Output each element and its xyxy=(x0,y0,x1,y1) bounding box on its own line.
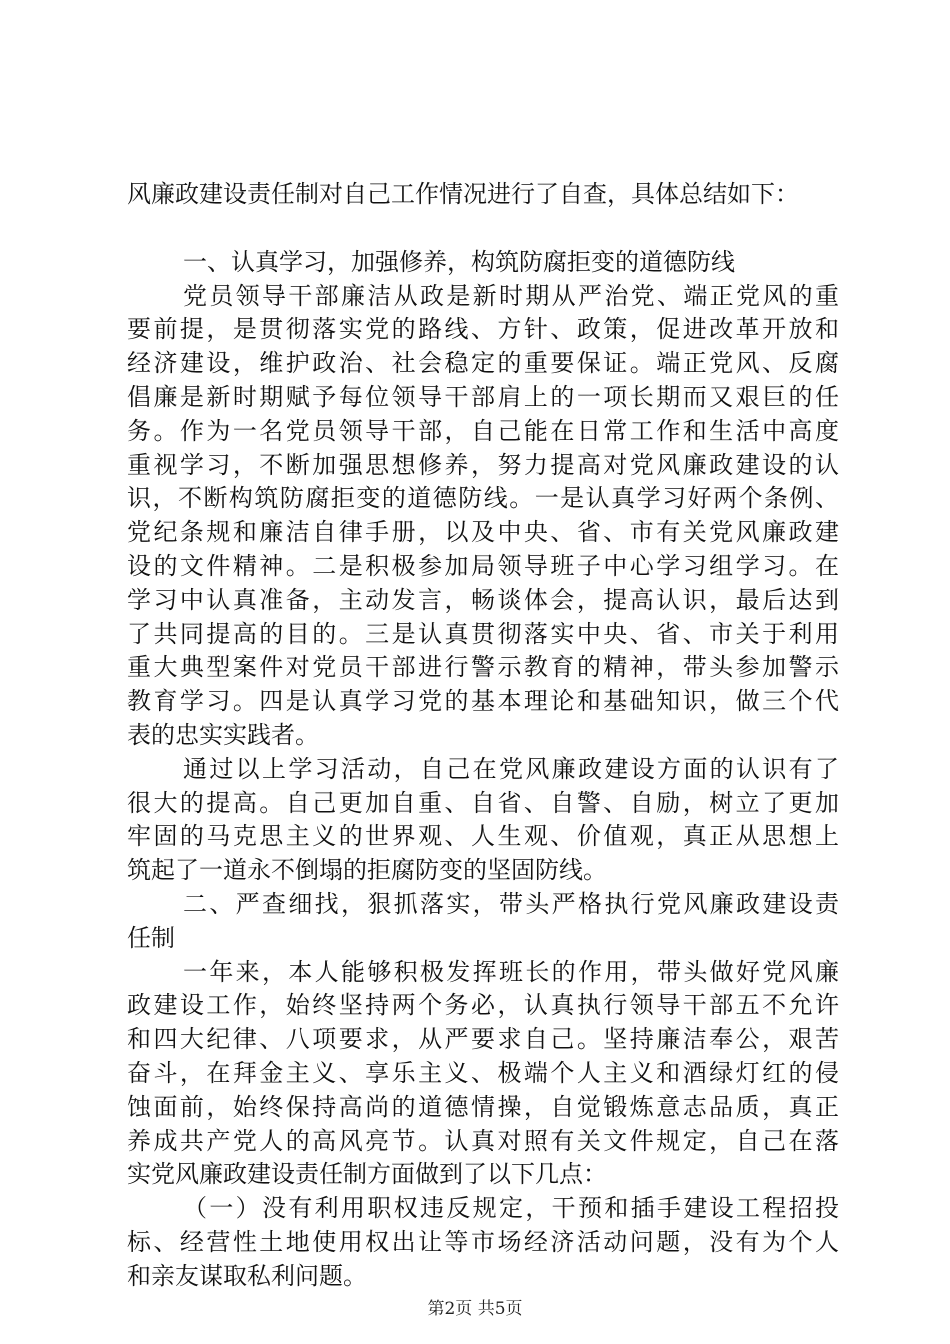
text-line: 和四大纪律、八项要求，从严要求自己。坚持廉洁奉公，艰苦 xyxy=(127,1025,839,1054)
text-line: 风廉政建设责任制对自己工作情况进行了自查，具体总结如下： xyxy=(127,180,799,208)
text-line: 二、严查细找，狠抓落实，带头严格执行党风廉政建设责 xyxy=(183,889,839,918)
text-line: 筑起了一道永不倒塌的拒腐防变的坚固防线。 xyxy=(127,856,607,885)
text-line: 教育学习。四是认真学习党的基本理论和基础知识，做三个代 xyxy=(127,687,839,716)
text-line: 政建设工作，始终坚持两个务必，认真执行领导干部五不允许 xyxy=(127,991,839,1020)
text-line: 了共同提高的目的。三是认真贯彻落实中央、省、市关于利用 xyxy=(127,619,839,648)
text-line: 蚀面前，始终保持高尚的道德情操，自觉锻炼意志品质，真正 xyxy=(127,1092,839,1121)
text-line: 识，不断构筑防腐拒变的道德防线。一是认真学习好两个条例、 xyxy=(127,484,839,513)
text-line: 设的文件精神。二是积极参加局领导班子中心学习组学习。在 xyxy=(127,551,839,580)
text-line: 实党风廉政建设责任制方面做到了以下几点： xyxy=(127,1160,607,1189)
text-line: 党员领导干部廉洁从政是新时期从严治党、端正党风的重 xyxy=(183,281,839,310)
text-line: 表的忠实实践者。 xyxy=(127,720,319,749)
text-line: 标、经营性土地使用权出让等市场经济活动问题，没有为个人 xyxy=(127,1227,839,1256)
text-line: 党纪条规和廉洁自律手册，以及中央、省、市有关党风廉政建 xyxy=(127,518,839,547)
text-line: 要前提，是贯彻落实党的路线、方针、政策，促进改革开放和 xyxy=(127,315,839,344)
page-footer: 第2页 共5页 xyxy=(427,1299,523,1319)
document-body xyxy=(127,178,839,1294)
text-line: 重大典型案件对党员干部进行警示教育的精神，带头参加警示 xyxy=(127,653,839,682)
text-line: 一、认真学习，加强修养，构筑防腐拒变的道德防线 xyxy=(183,247,735,276)
text-line: 经济建设，维护政治、社会稳定的重要保证。端正党风、反腐 xyxy=(127,349,839,378)
text-line: 奋斗，在拜金主义、享乐主义、极端个人主义和酒绿灯红的侵 xyxy=(127,1058,839,1087)
paragraph-gap xyxy=(127,212,839,246)
text-line: 任制 xyxy=(127,923,175,952)
text-line: 倡廉是新时期赋予每位领导干部肩上的一项长期而又艰巨的任 xyxy=(127,382,839,411)
text-line: 务。作为一名党员领导干部，自己能在日常工作和生活中高度 xyxy=(127,416,839,445)
text-line: 和亲友谋取私利问题。 xyxy=(127,1261,367,1290)
text-line: 学习中认真准备，主动发言，畅谈体会，提高认识，最后达到 xyxy=(127,585,839,614)
text-line: 很大的提高。自己更加自重、自省、自警、自励，树立了更加 xyxy=(127,788,839,817)
text-line: 重视学习，不断加强思想修养，努力提高对党风廉政建设的认 xyxy=(127,450,839,479)
text-line: 通过以上学习活动，自己在党风廉政建设方面的认识有了 xyxy=(183,754,839,783)
text-line: 一年来，本人能够积极发挥班长的作用，带头做好党风廉 xyxy=(183,957,839,986)
text-line: 养成共产党人的高风亮节。认真对照有关文件规定，自己在落 xyxy=(127,1126,839,1155)
text-line: 牢固的马克思主义的世界观、人生观、价值观，真正从思想上 xyxy=(127,822,839,851)
text-line: （一）没有利用职权违反规定，干预和插手建设工程招投 xyxy=(183,1194,839,1223)
